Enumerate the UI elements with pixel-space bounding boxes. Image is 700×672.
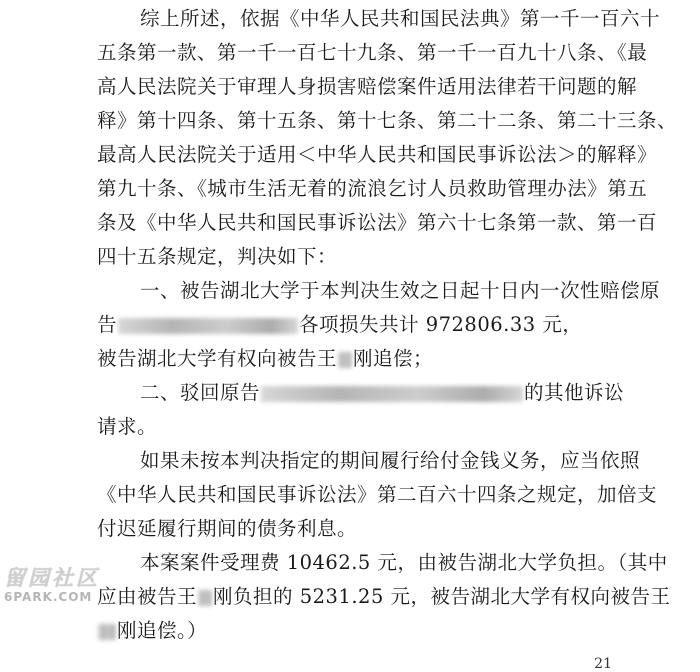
- judgment-item-1: 一、被告湖北大学于本判决生效之日起十日内一次性赔偿原: [140, 279, 661, 302]
- text-line: 综上所述，依据《中华人民共和国民法典》第一千一百六十: [140, 7, 661, 30]
- text-line: 请求。: [97, 415, 158, 438]
- text-line: 《中华人民共和国民事诉讼法》第二百六十四条之规定，加倍支: [97, 483, 658, 506]
- watermark: [4, 566, 114, 610]
- text-line: 付迟延履行期间的债务利息。: [97, 517, 358, 540]
- redacted-name: [118, 318, 298, 334]
- text-line: 最高人民法院关于适用＜中华人民共和国民事诉讼法＞的解释》: [97, 143, 658, 166]
- text-line: 如果未按本判决指定的期间履行给付金钱义务，应当依照: [140, 449, 641, 472]
- redacted-name: [98, 624, 116, 640]
- text-segment: 的其他诉讼: [524, 381, 625, 404]
- text-segment: 应由被告王: [97, 585, 198, 608]
- text-segment: 被告湖北大学有权向被告王: [97, 347, 338, 370]
- watermark-logo-text: 留园社区: [4, 566, 100, 590]
- text-line: 条及《中华人民共和国民事诉讼法》第六十七条第一款、第一百: [97, 211, 658, 234]
- text-segment: 刚追偿。）: [117, 619, 208, 642]
- text-line: 释》第十四条、第十五条、第十七条、第二十二条、第二十三条、: [97, 109, 678, 132]
- text-line: 四十五条规定，判决如下：: [97, 245, 338, 268]
- watermark-site: 6PARK.COM: [4, 590, 93, 604]
- text-segment: 各项损失共计 972806.33 元，: [299, 313, 583, 336]
- judgment-item-1-line-2: [97, 312, 582, 338]
- text-line: 高人民法院关于审理人身损害赔偿案件适用法律若干问题的解: [97, 75, 638, 98]
- judgment-item-2: [140, 380, 624, 406]
- text-segment: 告: [97, 313, 118, 336]
- judgment-item-1-line-3: [97, 346, 433, 372]
- text-segment: 刚负担的 5231.25 元，被告湖北大学有权向被告王: [213, 585, 671, 608]
- redacted-name: [338, 352, 352, 368]
- text-line: 五条第一款、第一千一百七十九条、第一千一百九十八条、《最: [97, 41, 648, 64]
- redacted-name: [261, 386, 523, 402]
- text-line: 本案案件受理费 10462.5 元，由被告湖北大学负担。（其中: [140, 551, 668, 574]
- page-number: 21: [594, 656, 612, 672]
- text-line: [97, 618, 207, 644]
- text-line: 第九十条、《城市生活无着的流浪乞讨人员救助管理办法》第五: [97, 177, 648, 200]
- text-segment: 二、驳回原告: [140, 381, 261, 404]
- redacted-name: [198, 590, 212, 606]
- text-line: [97, 584, 671, 610]
- text-segment: 刚追偿；: [353, 347, 434, 370]
